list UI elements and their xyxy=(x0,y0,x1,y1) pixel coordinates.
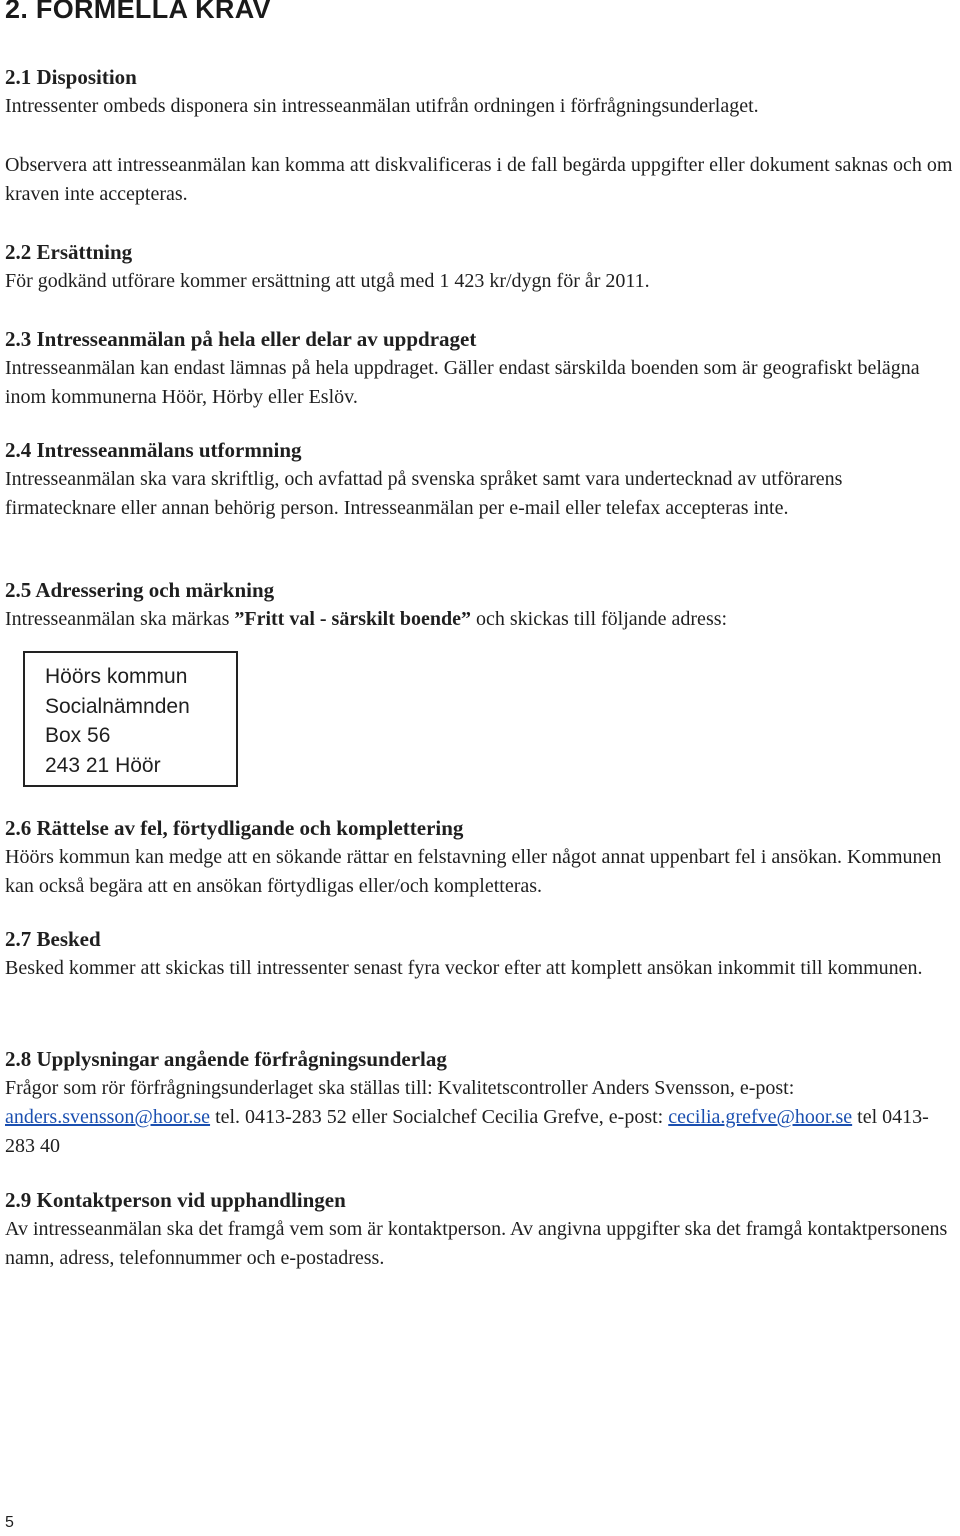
chapter-title: 2. FORMELLA KRAV xyxy=(5,0,271,24)
section-heading: 2.9 Kontaktperson vid upphandlingen xyxy=(5,1188,346,1212)
address-line: 243 21 Höör xyxy=(45,753,161,777)
section-paragraph xyxy=(5,1074,955,1161)
section-paragraph: Intresseanmälan kan endast lämnas på hela uppdraget. Gäller endast särskilda boenden som är geografiskt belägna inom kommunerna Höör, Hörby eller Eslöv. xyxy=(5,357,920,408)
section-2-5 xyxy=(5,576,955,634)
section-heading: 2.6 Rättelse av fel, förtydligande och komplettering xyxy=(5,816,464,840)
section-paragraph: Intresseanmälan ska vara skriftlig, och avfattad på svenska språket samt vara undertecknad av utförarens firmatecknare eller annan behörig person. Intresseanmälan per e-mail eller telefax accepteras inte. xyxy=(5,468,843,519)
section-2-1 xyxy=(5,63,955,121)
address-line: Socialnämnden xyxy=(45,694,190,718)
section-2-2 xyxy=(5,238,955,296)
address-line: Box 56 xyxy=(45,724,111,747)
page-number: 5 xyxy=(5,1514,14,1531)
section-paragraph: Höörs kommun kan medge att en sökande rättar en felstavning eller något annat uppenbart fel i ansökan. Kommunen kan också begära att en ansökan förtydligas eller/och kompletteras. xyxy=(5,846,942,897)
section-heading: 2.2 Ersättning xyxy=(5,240,133,264)
section-2-9 xyxy=(5,1186,955,1273)
marking-intro: Intresseanmälan ska märkas xyxy=(5,608,235,630)
address-line: Höörs kommun xyxy=(45,665,188,688)
section-heading: 2.5 Adressering och märkning xyxy=(5,578,275,602)
section-paragraph: Av intresseanmälan ska det framgå vem som är kontaktperson. Av angivna uppgifter ska det framgå kontaktpersonens namn, adress, telefonnummer och e-postadress. xyxy=(5,1218,948,1269)
section-2-6 xyxy=(5,814,955,901)
contact-text: Frågor som rör förfrågningsunderlaget ska ställas till: Kvalitetscontroller Anders Svensson, e-post: xyxy=(5,1077,795,1099)
marking-label: ”Fritt val - särskilt boende” xyxy=(234,608,472,630)
email-link-anders[interactable]: anders.svensson@hoor.se xyxy=(5,1106,211,1128)
email-link-cecilia[interactable]: cecilia.grefve@hoor.se xyxy=(668,1106,853,1128)
section-2-3 xyxy=(5,325,955,412)
contact-text: tel 0413-283 40 xyxy=(5,1106,929,1157)
section-paragraph: För godkänd utförare kommer ersättning att utgå med 1 423 kr/dygn för år 2011. xyxy=(5,270,650,292)
section-paragraph: Observera att intresseanmälan kan komma att diskvalificeras i de fall begärda uppgifter eller dokument saknas och om kraven inte accepteras. xyxy=(5,154,953,205)
section-2-4 xyxy=(5,436,955,523)
section-heading: 2.3 Intresseanmälan på hela eller delar av uppdraget xyxy=(5,327,477,351)
section-paragraph: Besked kommer att skickas till intressenter senast fyra veckor efter att komplett ansökan inkommit till kommunen. xyxy=(5,957,923,979)
section-heading: 2.7 Besked xyxy=(5,927,101,951)
section-2-7 xyxy=(5,925,955,983)
marking-outro: och skickas till följande adress: xyxy=(471,608,728,630)
section-heading: 2.4 Intresseanmälans utformning xyxy=(5,438,302,462)
section-2-8 xyxy=(5,1045,955,1161)
section-paragraph: Intressenter ombeds disponera sin intresseanmälan utifrån ordningen i förfrågningsunderlaget. xyxy=(5,95,759,117)
section-2-1-note xyxy=(5,151,955,209)
contact-text: tel. 0413-283 52 eller Socialchef Cecilia Grefve, e-post: xyxy=(210,1106,669,1128)
address-box xyxy=(23,651,238,787)
section-heading: 2.8 Upplysningar angående förfrågningsunderlag xyxy=(5,1047,447,1071)
section-heading: 2.1 Disposition xyxy=(5,65,137,89)
section-paragraph xyxy=(5,605,955,634)
